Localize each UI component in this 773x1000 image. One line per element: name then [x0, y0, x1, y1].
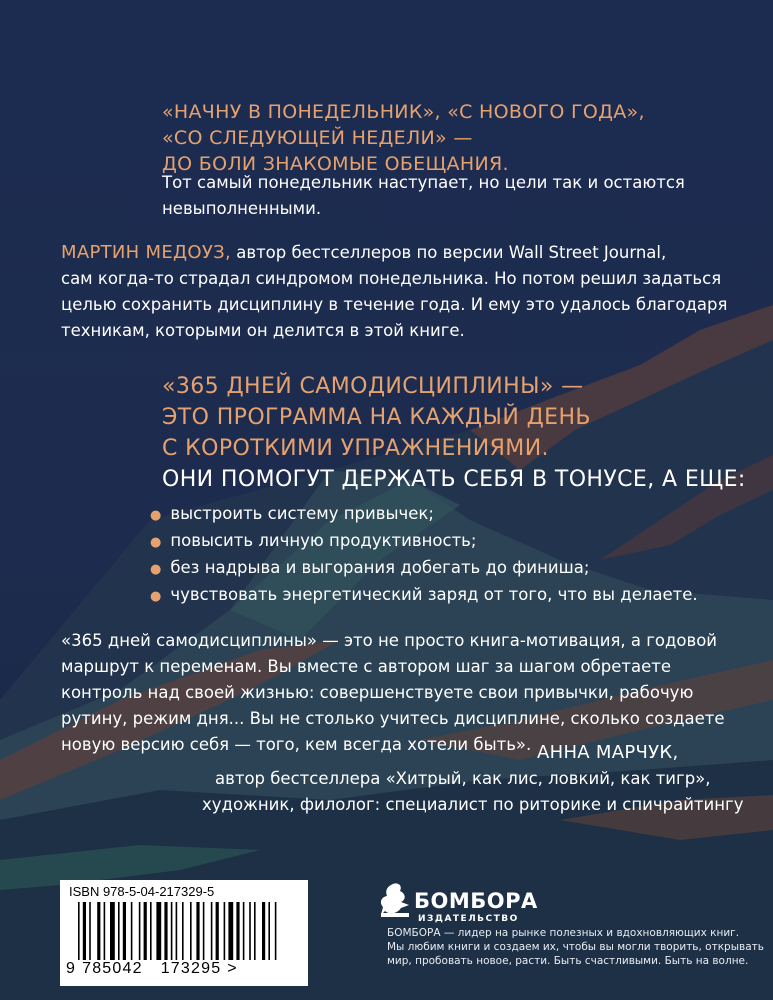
- author-line-1: [61, 240, 666, 266]
- headline-line-2: «СО СЛЕДУЮЩЕЙ НЕДЕЛИ» —: [162, 127, 473, 149]
- program-line-2: ЭТО ПРОГРАММА НА КАЖДЫЙ ДЕНЬ: [162, 405, 591, 430]
- author-line-3: целью сохранить дисциплину в течение года. И ему это удалось благодаря: [61, 295, 728, 314]
- quote-line-3: контроль над своей жизнью: совершенствуете свои привычки, рабочую: [61, 683, 694, 702]
- barcode-bars: [78, 902, 288, 960]
- headline-line-1: «НАЧНУ В ПОНЕДЕЛЬНИК», «С НОВОГО ГОДА»,: [162, 101, 645, 123]
- publisher-line-2: Мы любим книги и создаем их, чтобы вы могли творить, открывать: [387, 941, 764, 953]
- headline-line-3: ДО БОЛИ ЗНАКОМЫЕ ОБЕЩАНИЯ.: [162, 153, 509, 175]
- bullet-dot-icon: ●: [150, 589, 162, 604]
- bullet-dot-icon: ●: [150, 535, 162, 550]
- author-line-1-text: автор бестселлеров по версии Wall Street Journal,: [230, 243, 667, 262]
- program-line-4: ОНИ ПОМОГУТ ДЕРЖАТЬ СЕБЯ В ТОНУСЕ, А ЕЩЕ:: [162, 467, 746, 492]
- intro-line-2: невыполненными.: [162, 199, 322, 218]
- reviewer-name: АННА МАРЧУК,: [537, 742, 679, 763]
- barcode: [60, 880, 308, 986]
- bullet-dot-icon: ●: [150, 508, 162, 523]
- quote-line-2: маршрут к переменам. Вы вместе с автором шаг за шагом обретаете: [61, 657, 672, 676]
- author-line-4: техникам, которыми он делится в этой книге.: [61, 321, 465, 340]
- list-item: ● чувствовать энергетический заряд от того, что вы делаете.: [150, 585, 698, 604]
- quote-line-4: рутину, режим дня... Вы не столько учитесь дисциплине, сколько создаете: [61, 709, 725, 728]
- reviewer-title-1: автор бестселлера «Хитрый, как лис, ловкий, как тигр»,: [215, 769, 711, 788]
- publisher-line-3: мир, пробовать новое, расти. Быть счастливыми. Быть на волне.: [387, 955, 749, 967]
- publisher-line-1: БОМБОРА — лидер на рынке полезных и вдохновляющих книг.: [387, 927, 740, 939]
- author-line-2: сам когда-то страдал синдромом понедельника. Но потом решил задаться: [61, 269, 722, 288]
- bombora-logo-icon: [379, 881, 413, 919]
- list-item: ● выстроить систему привычек;: [150, 504, 434, 523]
- isbn-label: ISBN 978-5-04-217329-5: [69, 884, 215, 899]
- bullet-dot-icon: ●: [150, 562, 162, 577]
- author-name: МАРТИН МЕДОУЗ,: [61, 242, 231, 263]
- publisher-name: БОМБОРА: [414, 889, 538, 913]
- intro-line-1: Тот самый понедельник наступает, но цели так и остаются: [162, 173, 685, 192]
- publisher-subtitle: ИЗДАТЕЛЬСТВО: [418, 914, 519, 924]
- program-line-1: «365 ДНЕЙ САМОДИСЦИПЛИНЫ» —: [162, 374, 584, 399]
- list-item: ● повысить личную продуктивность;: [150, 531, 477, 550]
- publisher-description: [387, 926, 764, 968]
- barcode-digits: 9 785042 173295 >: [66, 960, 238, 977]
- quote-line-1: «365 дней самодисциплины» — это не просто книга-мотивация, а годовой: [61, 631, 718, 650]
- list-item: ● без надрыва и выгорания добегать до финиша;: [150, 558, 590, 577]
- program-line-3: С КОРОТКИМИ УПРАЖНЕНИЯМИ.: [162, 436, 549, 461]
- reviewer-title-2: художник, филолог: специалист по риторике и спичрайтингу: [202, 795, 744, 814]
- quote-line-5: новую версию себя — того, кем всегда хотели быть».: [61, 735, 532, 754]
